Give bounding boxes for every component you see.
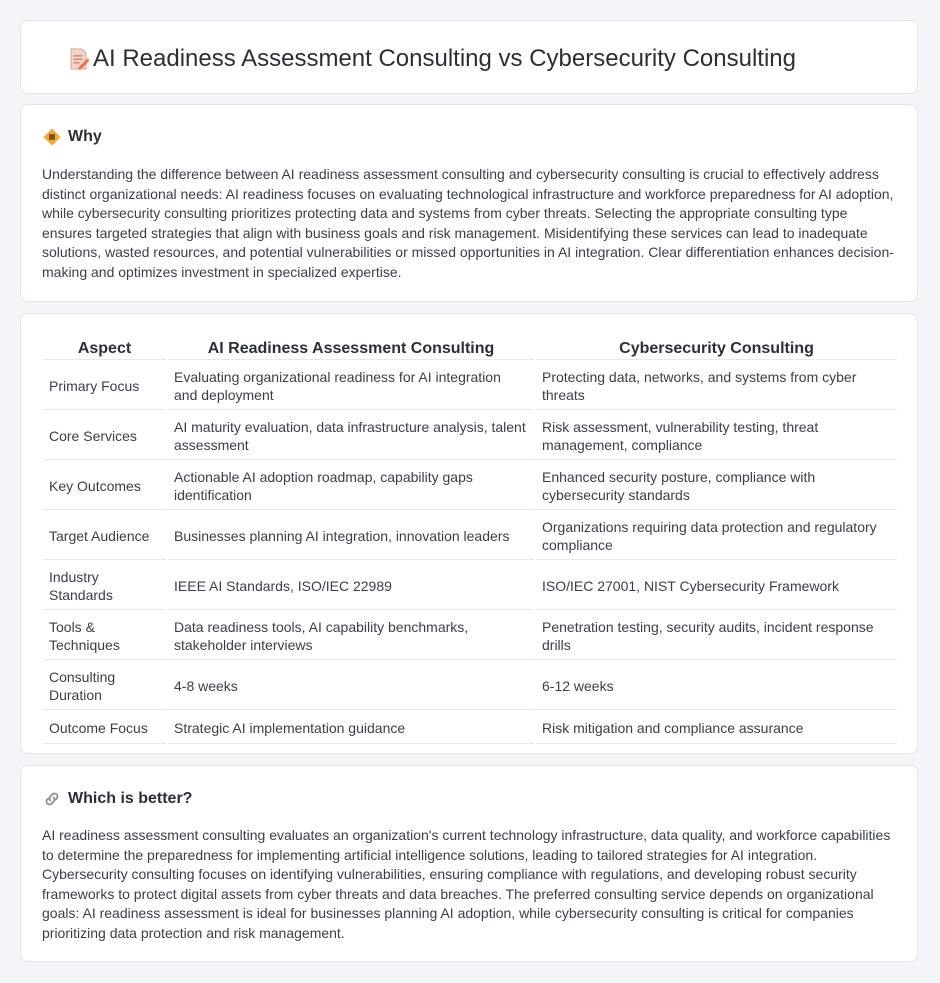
- ai-readiness-cell: 4-8 weeks: [168, 662, 534, 710]
- aspect-cell: Target Audience: [43, 512, 166, 560]
- aspect-cell: Tools & Techniques: [43, 612, 166, 660]
- aspect-cell: Industry Standards: [43, 562, 166, 610]
- ai-readiness-cell: Actionable AI adoption roadmap, capability gaps identification: [168, 462, 534, 510]
- diamond-sign-icon: [43, 128, 61, 146]
- column-header-aspect: Aspect: [43, 335, 166, 360]
- cybersecurity-cell: Penetration testing, security audits, incident response drills: [536, 612, 897, 660]
- aspect-cell: Consulting Duration: [43, 662, 166, 710]
- column-header-cybersecurity: Cybersecurity Consulting: [536, 335, 897, 360]
- why-section: [20, 104, 918, 302]
- page-title: AI Readiness Assessment Consulting vs Cybersecurity Consulting: [93, 45, 796, 72]
- table-row: [43, 712, 897, 744]
- aspect-cell: Key Outcomes: [43, 462, 166, 510]
- table-row: [43, 562, 897, 610]
- table-row: [43, 362, 897, 410]
- aspect-cell: Core Services: [43, 412, 166, 460]
- table-row: [43, 462, 897, 510]
- ai-readiness-cell: Data readiness tools, AI capability benchmarks, stakeholder interviews: [168, 612, 534, 660]
- header-card: [20, 20, 918, 94]
- cybersecurity-cell: Organizations requiring data protection and regulatory compliance: [536, 512, 897, 560]
- comparison-table-card: [20, 313, 918, 754]
- table-header-row: [43, 335, 897, 360]
- table-row: [43, 412, 897, 460]
- why-title: Why: [68, 128, 102, 145]
- why-text: Understanding the difference between AI readiness assessment consulting and cybersecurity consulting is crucial to effectively address distinct organizational needs: AI readiness focuses on evaluating technological infrastructure and workforce preparedness for AI adoption, while cybersecurity consulting prioritizes protecting data and systems from cyber threats. Selecting the appropriate consulting type ensures targeted strategies that align with business goals and risk management. Misidentifying these services can lead to inadequate solutions, wasted resources, and potential vulnerabilities or missed opportunities in AI integration. Clear differentiation enhances decision-making and optimizes investment in specialized expertise.: [42, 166, 894, 280]
- ai-readiness-cell: Evaluating organizational readiness for AI integration and deployment: [168, 362, 534, 410]
- aspect-cell: Primary Focus: [43, 362, 166, 410]
- table-row: [43, 662, 897, 710]
- document-edit-icon: [67, 47, 91, 71]
- cybersecurity-cell: 6-12 weeks: [536, 662, 897, 710]
- why-heading: [43, 126, 102, 148]
- link-icon: [43, 790, 61, 808]
- aspect-cell: Outcome Focus: [43, 712, 166, 744]
- ai-readiness-cell: Businesses planning AI integration, innovation leaders: [168, 512, 534, 560]
- column-header-ai-readiness: AI Readiness Assessment Consulting: [168, 335, 534, 360]
- cybersecurity-cell: Enhanced security posture, compliance with cybersecurity standards: [536, 462, 897, 510]
- ai-readiness-cell: Strategic AI implementation guidance: [168, 712, 534, 744]
- ai-readiness-cell: AI maturity evaluation, data infrastructure analysis, talent assessment: [168, 412, 534, 460]
- cybersecurity-cell: Risk assessment, vulnerability testing, threat management, compliance: [536, 412, 897, 460]
- table-row: [43, 612, 897, 660]
- table-row: [43, 512, 897, 560]
- ai-readiness-cell: IEEE AI Standards, ISO/IEC 22989: [168, 562, 534, 610]
- which-is-better-section: [20, 765, 918, 962]
- cybersecurity-cell: Protecting data, networks, and systems from cyber threats: [536, 362, 897, 410]
- comparison-table: [41, 333, 899, 746]
- which-is-better-text: AI readiness assessment consulting evaluates an organization's current technology infrastructure, data quality, and workforce capabilities to determine the preparedness for implementing artificial intelligence solutions, leading to tailored strategies for AI integration. Cybersecurity consulting focuses on identifying vulnerabilities, ensuring compliance with regulations, and developing robust security frameworks to protect digital assets from cyber threats and data breaches. The preferred consulting service depends on organizational goals: AI readiness assessment is ideal for businesses planning AI adoption, while cybersecurity consulting is critical for companies prioritizing data protection and risk management.: [42, 827, 891, 941]
- which-is-better-title: Which is better?: [68, 790, 193, 807]
- cybersecurity-cell: Risk mitigation and compliance assurance: [536, 712, 897, 744]
- cybersecurity-cell: ISO/IEC 27001, NIST Cybersecurity Framework: [536, 562, 897, 610]
- which-is-better-heading: [43, 788, 192, 810]
